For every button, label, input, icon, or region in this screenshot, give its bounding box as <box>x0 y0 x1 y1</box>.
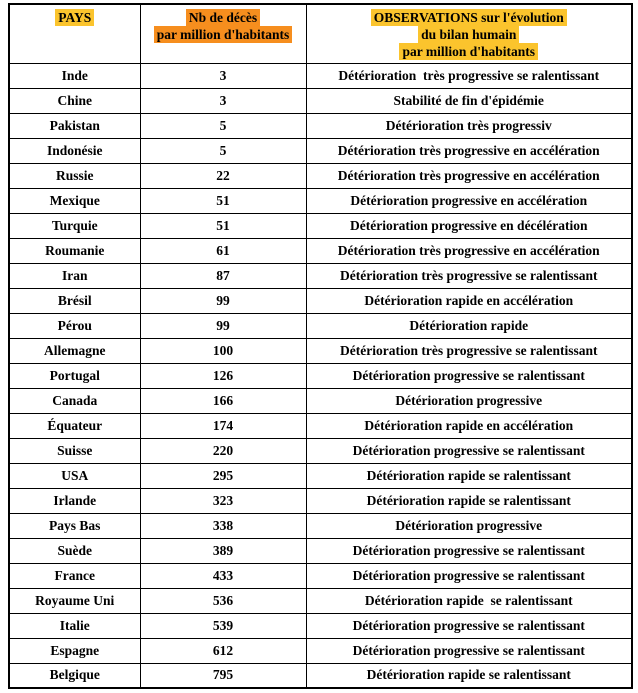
observation-cell: Détérioration rapide en accélération <box>306 413 632 438</box>
deaths-cell: 99 <box>140 313 306 338</box>
deaths-cell: 795 <box>140 663 306 688</box>
observation-cell: Détérioration progressive se ralentissant <box>306 538 632 563</box>
country-cell: Allemagne <box>9 338 140 363</box>
observation-cell: Détérioration rapide se ralentissant <box>306 463 632 488</box>
deaths-cell: 5 <box>140 113 306 138</box>
table-row <box>9 88 632 113</box>
country-cell: Brésil <box>9 288 140 313</box>
deaths-cell: 3 <box>140 88 306 113</box>
country-cell: Espagne <box>9 638 140 663</box>
table-row <box>9 588 632 613</box>
deaths-cell: 3 <box>140 63 306 88</box>
table-row <box>9 613 632 638</box>
country-cell: Italie <box>9 613 140 638</box>
covid-deaths-table <box>8 3 633 689</box>
table-row <box>9 463 632 488</box>
country-cell: Pérou <box>9 313 140 338</box>
observation-cell: Détérioration très progressive se ralentissant <box>306 338 632 363</box>
deaths-cell: 100 <box>140 338 306 363</box>
table-row <box>9 113 632 138</box>
observation-cell: Détérioration très progressive en accélération <box>306 238 632 263</box>
header-observations-line2: du bilan humain <box>418 26 519 43</box>
table-row <box>9 263 632 288</box>
header-observations-line3: par million d'habitants <box>399 43 538 60</box>
country-cell: Irlande <box>9 488 140 513</box>
deaths-cell: 166 <box>140 388 306 413</box>
country-cell: USA <box>9 463 140 488</box>
observation-cell: Détérioration progressive <box>306 513 632 538</box>
observation-cell: Détérioration progressive se ralentissant <box>306 438 632 463</box>
observation-cell: Détérioration rapide en accélération <box>306 288 632 313</box>
table-row <box>9 413 632 438</box>
observation-cell: Détérioration rapide se ralentissant <box>306 488 632 513</box>
deaths-cell: 126 <box>140 363 306 388</box>
table-row <box>9 563 632 588</box>
deaths-cell: 536 <box>140 588 306 613</box>
deaths-cell: 338 <box>140 513 306 538</box>
observation-cell: Détérioration progressive se ralentissant <box>306 613 632 638</box>
table-row <box>9 363 632 388</box>
deaths-cell: 220 <box>140 438 306 463</box>
observation-cell: Détérioration rapide se ralentissant <box>306 663 632 688</box>
table-row <box>9 238 632 263</box>
observation-cell: Détérioration très progressiv <box>306 113 632 138</box>
header-observations-line1: OBSERVATIONS sur l'évolution <box>371 9 567 26</box>
table-body <box>9 63 632 688</box>
deaths-cell: 389 <box>140 538 306 563</box>
header-deces-line2: par million d'habitants <box>154 26 293 43</box>
table-row <box>9 63 632 88</box>
table-row <box>9 163 632 188</box>
deaths-cell: 433 <box>140 563 306 588</box>
country-cell: Belgique <box>9 663 140 688</box>
country-cell: Pays Bas <box>9 513 140 538</box>
observation-cell: Détérioration progressive se ralentissant <box>306 363 632 388</box>
country-cell: Iran <box>9 263 140 288</box>
table-row <box>9 538 632 563</box>
observation-cell: Détérioration très progressive en accélération <box>306 138 632 163</box>
table-row <box>9 513 632 538</box>
country-cell: Équateur <box>9 413 140 438</box>
header-pays-label: PAYS <box>55 9 94 26</box>
observation-cell: Détérioration progressive se ralentissant <box>306 563 632 588</box>
table-row <box>9 213 632 238</box>
observation-cell: Détérioration progressive en décélération <box>306 213 632 238</box>
observation-cell: Détérioration progressive en accélération <box>306 188 632 213</box>
table-row <box>9 338 632 363</box>
observation-cell: Détérioration progressive se ralentissant <box>306 638 632 663</box>
observation-cell: Détérioration progressive <box>306 388 632 413</box>
table-row <box>9 313 632 338</box>
country-cell: Inde <box>9 63 140 88</box>
observation-cell: Détérioration très progressive se ralentissant <box>306 63 632 88</box>
table-row <box>9 438 632 463</box>
country-cell: Suisse <box>9 438 140 463</box>
country-cell: Mexique <box>9 188 140 213</box>
table-header <box>9 4 632 63</box>
header-deces <box>140 4 306 63</box>
country-cell: Portugal <box>9 363 140 388</box>
observation-cell: Détérioration très progressive se ralentissant <box>306 263 632 288</box>
table-row <box>9 138 632 163</box>
country-cell: Turquie <box>9 213 140 238</box>
observation-cell: Détérioration très progressive en accélération <box>306 163 632 188</box>
table-row <box>9 663 632 688</box>
observation-cell: Détérioration rapide se ralentissant <box>306 588 632 613</box>
deaths-cell: 99 <box>140 288 306 313</box>
header-row <box>9 4 632 63</box>
country-cell: Roumanie <box>9 238 140 263</box>
header-deces-line1: Nb de décès <box>186 9 260 26</box>
observation-cell: Détérioration rapide <box>306 313 632 338</box>
deaths-cell: 539 <box>140 613 306 638</box>
country-cell: Suède <box>9 538 140 563</box>
observation-cell: Stabilité de fin d'épidémie <box>306 88 632 113</box>
deaths-cell: 87 <box>140 263 306 288</box>
deaths-cell: 295 <box>140 463 306 488</box>
header-pays <box>9 4 140 63</box>
deaths-cell: 323 <box>140 488 306 513</box>
country-cell: Russie <box>9 163 140 188</box>
deaths-cell: 22 <box>140 163 306 188</box>
country-cell: Chine <box>9 88 140 113</box>
deaths-cell: 174 <box>140 413 306 438</box>
deaths-cell: 5 <box>140 138 306 163</box>
header-observations <box>306 4 632 63</box>
table-row <box>9 388 632 413</box>
deaths-cell: 61 <box>140 238 306 263</box>
deaths-cell: 51 <box>140 213 306 238</box>
country-cell: Royaume Uni <box>9 588 140 613</box>
country-cell: Pakistan <box>9 113 140 138</box>
deaths-cell: 51 <box>140 188 306 213</box>
country-cell: Indonésie <box>9 138 140 163</box>
table-row <box>9 188 632 213</box>
table-row <box>9 288 632 313</box>
deaths-cell: 612 <box>140 638 306 663</box>
table-row <box>9 638 632 663</box>
country-cell: Canada <box>9 388 140 413</box>
country-cell: France <box>9 563 140 588</box>
table-row <box>9 488 632 513</box>
